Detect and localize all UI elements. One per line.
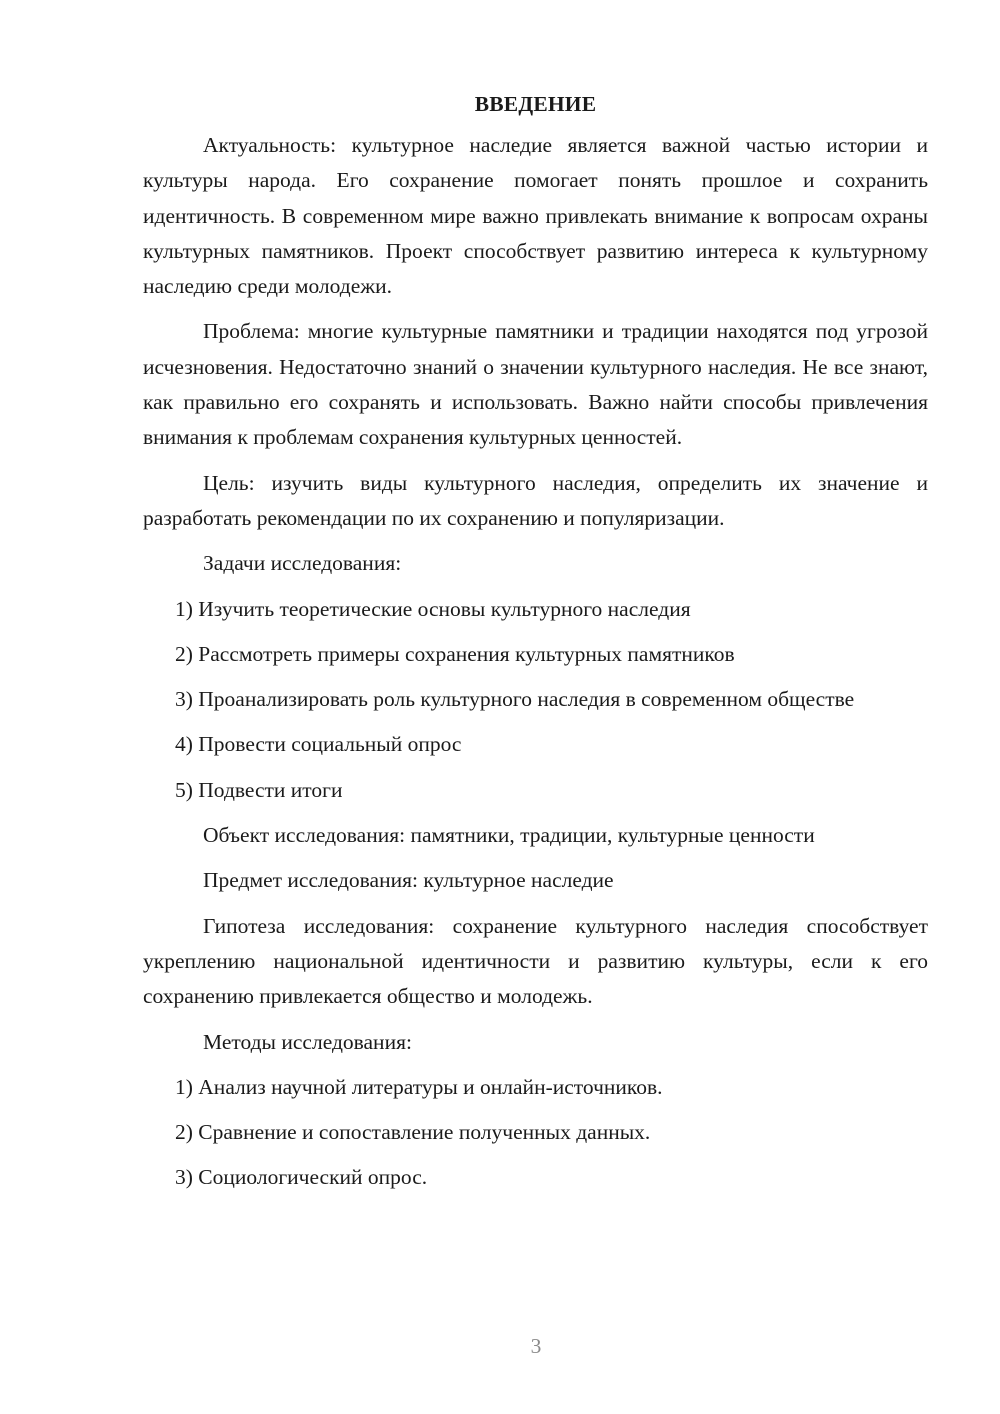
- method-item: 3) Социологический опрос.: [175, 1165, 428, 1190]
- methods-heading: Методы исследования:: [203, 1029, 412, 1054]
- subject-paragraph: Предмет исследования: культурное наследие: [203, 868, 614, 893]
- page-number: 3: [530, 1334, 542, 1358]
- tasks-heading: Задачи исследования:: [203, 551, 402, 576]
- method-item: 2) Сравнение и сопоставление полученных данных.: [175, 1120, 651, 1145]
- task-item: 4) Провести социальный опрос: [175, 732, 462, 757]
- task-item: 1) Изучить теоретические основы культурного наследия: [175, 596, 691, 621]
- task-item: 2) Рассмотреть примеры сохранения культурных памятников: [175, 641, 735, 666]
- page-content: [143, 92, 928, 1206]
- object-paragraph: Объект исследования: памятники, традиции, культурные ценности: [203, 823, 815, 848]
- relevance-paragraph: Актуальность: культурное наследие является важной частью истории и культуры народа. Его сохранение помогает понять прошлое и сохранить идентичность. В современном мире важно привлекать внимание к вопросам охраны культурных памятников. Проект способствует развитию интереса к культурному наследию среди молодежи.: [143, 133, 928, 299]
- section-title: ВВЕДЕНИЕ: [474, 92, 597, 116]
- goal-paragraph: Цель: изучить виды культурного наследия, определить их значение и разработать рекомендации по их сохранению и популяризации.: [143, 470, 928, 530]
- task-item: 3) Проанализировать роль культурного наследия в современном обществе: [175, 687, 855, 712]
- hypothesis-paragraph: Гипотеза исследования: сохранение культурного наследия способствует укреплению национальной идентичности и развитию культуры, если к его сохранению привлекается общество и молодежь.: [143, 913, 928, 1009]
- problem-paragraph: Проблема: многие культурные памятники и традиции находятся под угрозой исчезновения. Недостаточно знаний о значении культурного наследия. Не все знают, как правильно его сохранять и использовать. Важно найти способы привлечения внимания к проблемам сохранения культурных ценностей.: [143, 319, 928, 450]
- task-item: 5) Подвести итоги: [175, 777, 343, 802]
- method-item: 1) Анализ научной литературы и онлайн-источников.: [175, 1074, 663, 1099]
